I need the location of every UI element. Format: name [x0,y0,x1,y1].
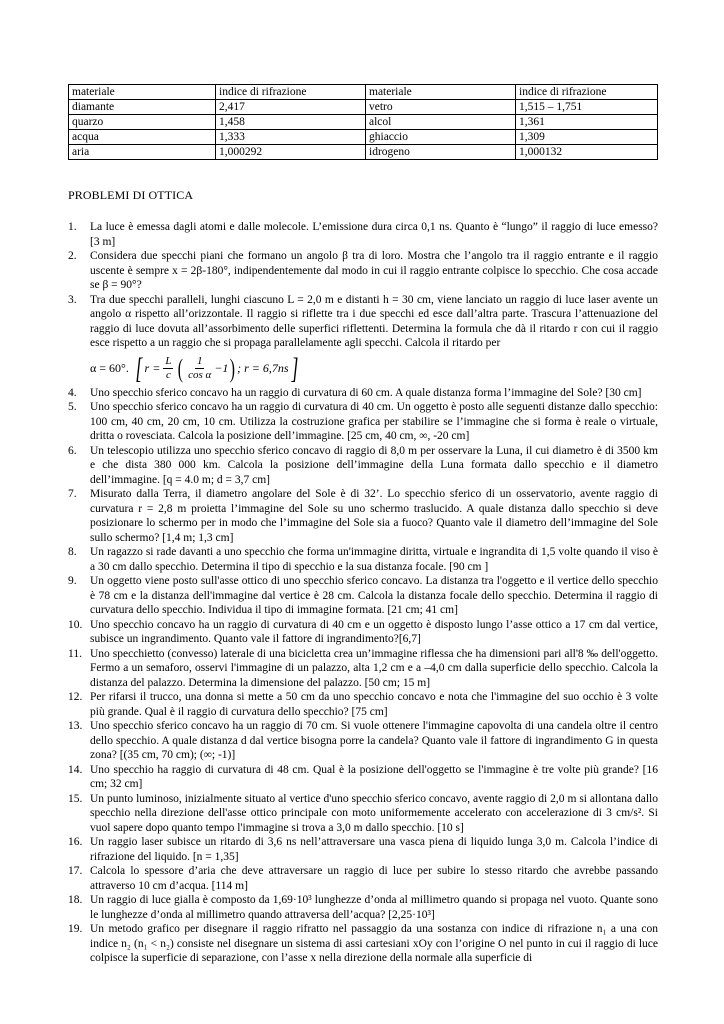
list-item [68,763,658,792]
list-item [68,690,658,719]
problem-text: Un raggio laser subisce un ritardo di 3,6 ns nell’attraversare una vasca piena di liquido lunga 3,0 m. Calcola l’indice di rifrazione del liquido. [n = 1,35] [90,836,658,863]
problem-number: 2. [68,250,77,262]
list-item [68,444,658,488]
list-item [68,293,658,386]
table-header-cell: materiale [69,85,216,100]
problem-number: 8. [68,546,77,558]
table-cell: 1,333 [216,130,366,145]
list-item [68,545,658,574]
document-page [68,84,658,966]
list-item [68,647,658,691]
section-heading: PROBLEMI DI OTTICA [68,188,194,202]
problem-number: 4. [68,386,77,399]
table-row [69,115,658,130]
problem-text: Uno specchio concavo ha un raggio di curvatura di 40 cm e un oggetto è disposto lungo l’asse ottico a 17 cm dal vertice, subisce un ingrandimento. Quanto vale il fattore di ingrandimento?[6,7] [90,618,658,645]
problem-number: 17. [68,865,83,877]
problem-number: 11. [68,647,82,660]
table-cell: ghiaccio [366,130,516,145]
formula-lead: α = 60°. [90,361,129,376]
list-item [68,400,658,444]
problem-text: Considera due specchi piani che formano un angolo β tra di loro. Mostra che l’angolo tra il raggio entrante e il raggio uscente è sempre x = 2β-180°, indipendentemente dal modo in cui il raggio entrante colpisce lo specchio. Che cosa accade se β = 90°? [90,250,658,291]
problem-text: Uno specchio sferico concavo ha un raggio di curvatura di 60 cm. A quale distanza forma l’immagine del Sole? [30 cm] [90,386,642,399]
fraction-numerator: L [165,355,172,367]
table-cell: 1,361 [516,115,658,130]
problem-text: Calcola lo spessore d’aria che deve attraversare un raggio di luce per subire lo stesso ritardo che avrebbe passando attraverso 10 cm d’acqua. [114 m] [90,865,658,892]
table-cell: acqua [69,130,216,145]
problem-number: 10. [68,618,83,631]
table-header-cell: indice di rifrazione [516,85,658,100]
problem-number: 14. [68,763,83,776]
list-item [68,249,658,293]
formula-minus-one: −1 [214,361,229,376]
problem-number: 16. [68,836,83,848]
table-cell: vetro [366,100,516,115]
bracket-close: ] [290,351,298,385]
problem-text: Un metodo grafico per disegnare il raggio rifratto nel passaggio da una sostanza con indice di rifrazione n₁ a una con indice n₂ (n₁ < n₂) consiste nel disegnare un sistema di assi cartesiani xOy con l’origine O nel punto in cui il raggio di luce colpisce la superficie di separazione, con l’asse x nella direzione della normale alla superficie di [90,923,658,964]
formula [90,352,658,386]
problem-text: Un punto luminoso, inizialmente situato al vertice d'uno specchio sferico concavo, avente raggio di 2,0 m si allontana dallo specchio nella direzione dell'asse ottico principale con moto uniformemente accelerato con accelerazione di 3 cm/s². Si vuol sapere dopo quanto tempo l'immagine si trova a 3,0 m dallo specchio. [10 s] [90,792,658,834]
table-cell: 1,309 [516,130,658,145]
problem-number: 9. [68,575,77,587]
problem-number: 3. [68,293,77,306]
problem-text: Un oggetto viene posto sull'asse ottico di uno specchio sferico concavo. La distanza tra l'oggetto e il vertice dello specchio è 78 cm e la distanza dell'immagine dal vertice è 28 cm. Calcola la distanza focale dello specchio. Determina il raggio di curvatura dello specchio. Individua il tipo di immagine formata. [21 cm; 41 cm] [90,575,658,616]
list-item [68,719,658,763]
list-item [68,574,658,618]
problem-number: 7. [68,488,77,500]
table-header-row [69,85,658,100]
bracket-open: [ [135,351,143,385]
problem-number: 5. [68,401,77,413]
table-row [69,145,658,160]
problem-text: Un telescopio utilizza uno specchio sferico concavo di raggio di 8,0 m per osservare la Luna, il cui diametro è di 3500 km e che dista 380 000 km. Calcola la posizione dell’immagine della Luna formata dallo specchio e il diametro dell’immagine. [q = 4.0 m; d = 3,7 cm] [90,444,658,486]
problem-text: Un ragazzo si rade davanti a uno specchio che forma un'immagine diritta, virtuale e ingrandita di 1,5 volte quando il viso è a 30 cm dallo specchio. Determina il tipo di specchio e la sua distanza focale. [90 cm ] [90,546,658,573]
table-cell: 1,515 – 1,751 [516,100,658,115]
list-item [68,386,658,401]
table-cell: diamante [69,100,216,115]
problem-list [68,220,658,966]
problem-text: La luce è emessa dagli atomi e dalle molecole. L’emissione dura circa 0,1 ns. Quanto è “lungo” il raggio di luce emesso? [3 m] [90,221,658,248]
problem-text: Uno specchio sferico concavo ha un raggio di curvatura di 40 cm. Un oggetto è posto alle seguenti distanze dallo specchio: 100 cm, 40 cm, 20 cm, 10 cm. Utilizza la costruzione grafica per stabilire se l’immagine che si forma è reale o virtuale, dritta o rovesciata. Calcola la posizione dell’immagine. [25 cm, 40 cm, ∞, -20 cm] [90,401,658,442]
fraction-denominator: c [165,369,171,381]
table-cell: 1,000292 [216,145,366,160]
list-item [68,922,658,966]
list-item [68,618,658,647]
table-row [69,100,658,115]
problem-number: 15. [68,792,83,805]
table-row [69,130,658,145]
list-item [68,893,658,922]
paren-open: ( [178,353,184,383]
problem-text: Uno specchio ha raggio di curvatura di 48 cm. Qual è la posizione dell'oggetto se l'immagine è tre volte più grande? [16 cm; 32 cm] [90,763,658,790]
fraction-one-over-cos [188,355,211,382]
fraction-denominator: cos α [188,369,212,381]
refraction-index-table [68,84,658,160]
problem-number: 18. [68,894,83,906]
table-header-cell: indice di rifrazione [216,85,366,100]
list-item [68,487,658,545]
problem-text: Tra due specchi paralleli, lunghi ciascuno L = 2,0 m e distanti h = 30 cm, viene lanciato un raggio di luce laser avente un angolo α rispetto all’orizzontale. Il raggio si riflette tra i due specchi ed esce dall’altra parte. Trascura l’attenuazione del raggio di luce dovuta all’assorbimento delle superfici riflettenti. Determina la formula che dà il ritardo r con cui il raggio esce rispetto a un raggio che si propaga parallelamente agli specchi. Calcola il ritardo per [90,293,658,349]
paren-close: ) [230,353,236,383]
problem-text: Misurato dalla Terra, il diametro angolare del Sole è di 32’. Lo specchio sferico di un osservatorio, avente raggio di curvatura r = 2,8 m proietta l’immagine del Sole su uno schermo traslucido. A quale distanza dallo specchio si deve posizionare lo schermo per in modo che l’immagine del Sole sia a fuoco? Quanto vale il diametro dell’immagine del Sole sullo schermo? [1,4 m; 1,3 cm] [90,488,658,544]
formula-r: r = [144,361,161,376]
table-cell: 2,417 [216,100,366,115]
table-header-cell: materiale [366,85,516,100]
list-item [68,792,658,836]
problem-number: 12. [68,691,83,703]
table-cell: idrogeno [366,145,516,160]
table-cell: aria [69,145,216,160]
problem-text: Uno specchietto (convesso) laterale di una bicicletta crea un’immagine riflessa che ha dimensioni pari all'8 ‰ dell'oggetto. Fermo a un semaforo, osservi l'immagine di un palazzo, alta 1,2 cm e a –4,0 cm dalla superficie dello specchio. Calcola la distanza del palazzo. Determina la dimensione del palazzo. [50 cm; 15 m] [90,647,658,689]
table-cell: 1,458 [216,115,366,130]
fraction-numerator: 1 [196,355,203,367]
list-item [68,220,658,249]
fraction-l-over-c [163,355,173,382]
problem-text: Uno specchio sferico concavo ha un raggio di 70 cm. Si vuole ottenere l'immagine capovolta di una candela oltre il centro dello specchio. A quale distanza d dal vertice bisogna porre la candela? Quanto vale il fattore di ingrandimento G in questa zona? [(35 cm, 70 cm); (∞; -1)] [90,720,658,761]
problem-number: 6. [68,444,77,457]
list-item [68,864,658,893]
problem-number: 19. [68,923,83,935]
table-cell: quarzo [69,115,216,130]
problem-number: 13. [68,720,83,732]
problem-number: 1. [68,221,77,233]
table-cell: 1,000132 [516,145,658,160]
formula-result: ; r = 6,7ns [237,361,289,376]
problem-text: Un raggio di luce gialla è composto da 1,69·10³ lunghezze d’onda al millimetro quando si propaga nel vuoto. Quante sono le lunghezze d’onda al millimetro quando attraversa dell’acqua? [2,25·10³] [90,894,658,921]
problem-text: Per rifarsi il trucco, una donna si mette a 50 cm da uno specchio concavo e nota che l'immagine del suo occhio è 3 volte più grande. Qual è il raggio di curvatura dello specchio? [75 cm] [90,691,658,718]
list-item [68,835,658,864]
table-cell: alcol [366,115,516,130]
